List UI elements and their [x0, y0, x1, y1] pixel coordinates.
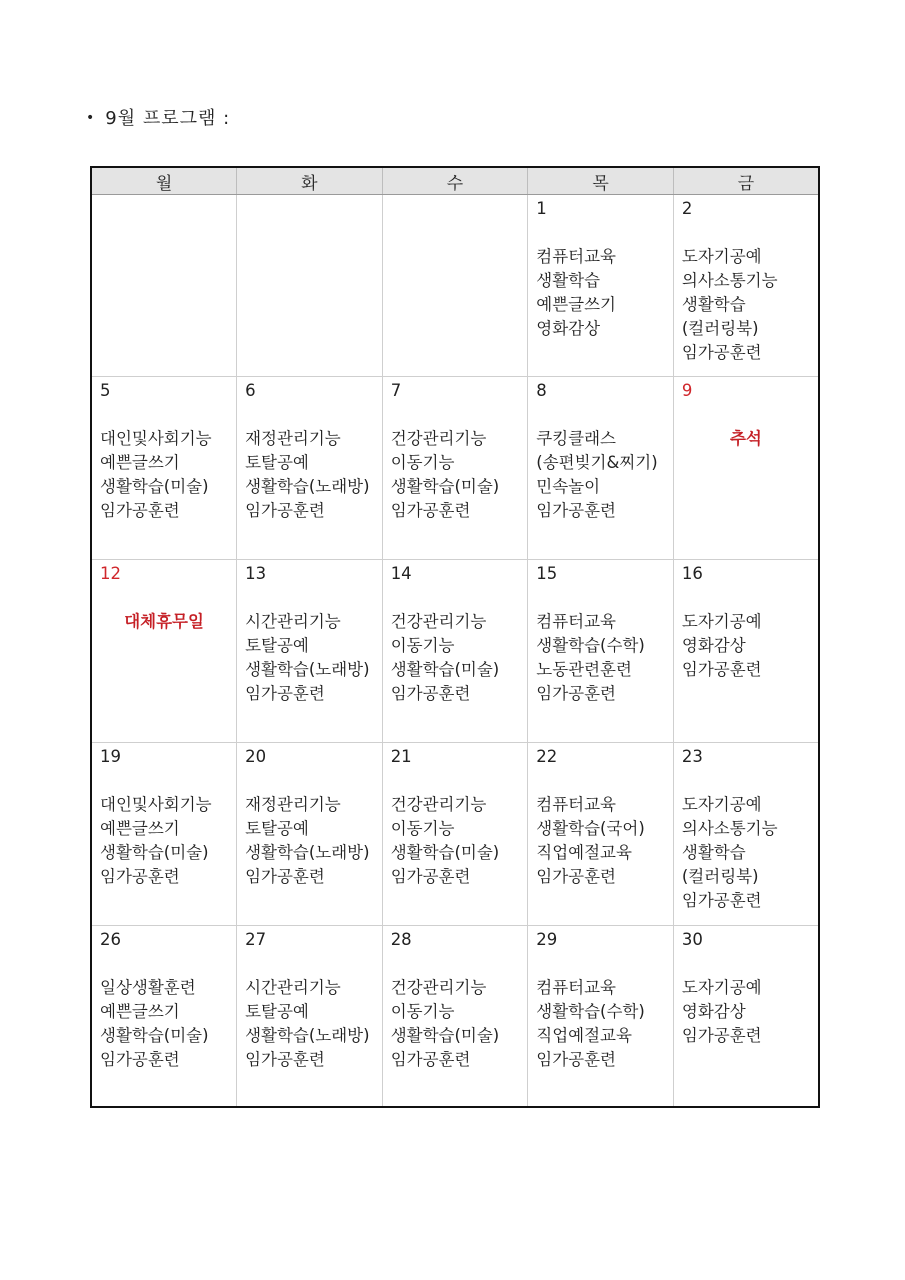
- day-cell-content: [674, 195, 818, 365]
- activity-item: 영화감상: [681, 636, 746, 655]
- activity-item: 생활학습(미술): [390, 1026, 500, 1045]
- activity-item: 생활학습(노래방): [245, 1026, 370, 1045]
- day-number: 14: [390, 564, 412, 583]
- weekday-header-row: [91, 167, 819, 195]
- activity-item: 생활학습(수학): [536, 636, 645, 655]
- activity-item: 의사소통기능: [681, 271, 778, 290]
- activity-item: 임가공훈련: [390, 684, 471, 703]
- day-number: 12: [100, 564, 121, 583]
- monthly-schedule-table: [90, 166, 820, 1108]
- holiday-label: 대체휴무일: [124, 612, 204, 631]
- day-cell-content: [237, 195, 382, 221]
- activity-item: 생활학습(노래방): [245, 843, 370, 862]
- activity-item: 건강관리기능: [390, 429, 487, 448]
- activity-item: 생활학습(노래방): [245, 660, 370, 679]
- activity-item: 도자기공예: [681, 795, 762, 814]
- activity-item: 생활학습(미술): [100, 843, 209, 862]
- day-cell-content: [674, 926, 818, 1048]
- day-cell: [237, 926, 383, 1108]
- day-number: 9: [681, 381, 693, 400]
- day-number: 20: [245, 747, 267, 766]
- day-number: 1: [536, 199, 547, 218]
- day-cell: [382, 377, 528, 560]
- day-cell: [673, 743, 819, 926]
- activity-item: 민속놀이: [536, 477, 601, 496]
- day-cell-content: [383, 560, 528, 706]
- activity-item: 쿠킹클래스: [536, 429, 616, 448]
- day-cell: [673, 195, 819, 377]
- activity-item: 재정관리기능: [245, 795, 341, 814]
- activity-list: [682, 610, 818, 682]
- activity-item: 도자기공예: [681, 247, 762, 266]
- week-row: [91, 560, 819, 743]
- activity-item: 이동기능: [390, 1002, 455, 1021]
- activity-list: [391, 610, 528, 706]
- activity-item: 예쁜글쓰기: [100, 1002, 180, 1021]
- day-cell-content: [674, 743, 818, 913]
- activity-list: [536, 793, 673, 889]
- activity-list: [391, 976, 528, 1072]
- activity-list: [682, 245, 818, 365]
- activity-item: 도자기공예: [681, 612, 762, 631]
- activity-item: 생활학습: [681, 295, 746, 314]
- activity-item: 임가공훈련: [681, 891, 762, 910]
- activity-item: 도자기공예: [681, 978, 762, 997]
- day-cell-content: [383, 195, 528, 221]
- activity-item: 재정관리기능: [245, 429, 341, 448]
- page-title: [86, 104, 230, 130]
- activity-item: 토탈공예: [245, 819, 309, 838]
- activity-item: 컴퓨터교육: [536, 978, 616, 997]
- page-title-text: 9월 프로그램 :: [105, 108, 231, 129]
- day-number: 29: [536, 930, 558, 949]
- activity-list: [245, 610, 382, 706]
- weekday-header: 금: [673, 167, 819, 195]
- weekday-header: 수: [382, 167, 528, 195]
- activity-item: 일상생활훈련: [100, 978, 196, 997]
- activity-item: 임가공훈련: [245, 501, 325, 520]
- activity-item: 토탈공예: [245, 1002, 309, 1021]
- day-cell-content: [92, 926, 236, 1072]
- day-cell-content: [92, 560, 236, 634]
- day-cell: [237, 377, 383, 560]
- activity-item: 생활학습(미술): [390, 477, 500, 496]
- weekday-header: 월: [91, 167, 237, 195]
- activity-list: [391, 793, 528, 889]
- day-cell: [91, 195, 237, 377]
- day-number: 30: [681, 930, 703, 949]
- activity-list: [245, 976, 382, 1072]
- day-number: [245, 197, 382, 221]
- activity-item: 임가공훈련: [390, 501, 471, 520]
- weekday-header: 화: [237, 167, 383, 195]
- day-cell: [237, 560, 383, 743]
- activity-item: (컬러링북): [681, 319, 759, 338]
- day-number: 13: [245, 564, 267, 583]
- day-number: 19: [100, 747, 121, 766]
- activity-list: [391, 427, 528, 523]
- activity-item: 시간관리기능: [245, 978, 341, 997]
- activity-list: [682, 793, 818, 913]
- activity-item: 임가공훈련: [681, 343, 762, 362]
- activity-item: 컴퓨터교육: [536, 612, 616, 631]
- day-cell: [382, 560, 528, 743]
- day-cell: [673, 926, 819, 1108]
- day-cell: [528, 926, 674, 1108]
- day-cell: [673, 377, 819, 560]
- activity-item: 임가공훈련: [536, 501, 616, 520]
- activity-item: 직업예절교육: [536, 843, 632, 862]
- activity-item: 임가공훈련: [245, 1050, 325, 1069]
- activity-list: [100, 427, 236, 523]
- activity-item: 건강관리기능: [390, 795, 487, 814]
- activity-item: 생활학습(미술): [100, 477, 209, 496]
- weekday-header: 목: [528, 167, 674, 195]
- activity-item: 임가공훈련: [100, 867, 180, 886]
- activity-item: 생활학습(미술): [100, 1026, 209, 1045]
- activity-item: 컴퓨터교육: [536, 795, 616, 814]
- activity-item: 이동기능: [390, 636, 455, 655]
- day-cell-content: [528, 926, 673, 1072]
- day-cell: [382, 926, 528, 1108]
- activity-item: 생활학습(노래방): [245, 477, 370, 496]
- day-cell-content: [383, 926, 528, 1072]
- day-cell: [237, 195, 383, 377]
- day-number: 28: [390, 930, 412, 949]
- activity-item: 영화감상: [536, 319, 601, 338]
- day-cell-content: [237, 926, 382, 1072]
- day-number: 22: [536, 747, 558, 766]
- day-number: 5: [100, 381, 111, 400]
- holiday-label: 추석: [729, 429, 762, 448]
- day-cell-content: [92, 377, 236, 523]
- activity-item: 시간관리기능: [245, 612, 341, 631]
- day-cell-content: [528, 377, 673, 523]
- activity-item: (컬러링북): [681, 867, 759, 886]
- activity-item: 건강관리기능: [390, 978, 487, 997]
- activity-item: 예쁜글쓰기: [100, 453, 180, 472]
- day-cell: [382, 195, 528, 377]
- day-cell: [528, 560, 674, 743]
- activity-item: 대인및사회기능: [100, 795, 212, 814]
- day-cell-content: [383, 743, 528, 889]
- activity-item: 이동기능: [390, 819, 455, 838]
- day-cell: [91, 560, 237, 743]
- activity-list: [682, 976, 818, 1048]
- activity-item: 임가공훈련: [100, 1050, 180, 1069]
- day-cell-content: [674, 377, 818, 451]
- day-cell-content: [92, 743, 236, 889]
- day-cell-content: [237, 743, 382, 889]
- week-row: [91, 743, 819, 926]
- activity-item: 토탈공예: [245, 453, 309, 472]
- day-cell-content: [237, 377, 382, 523]
- day-cell-content: [528, 195, 673, 341]
- activity-list: [100, 976, 236, 1072]
- day-number: 21: [390, 747, 412, 766]
- bullet-icon: •: [86, 110, 96, 126]
- day-cell-content: [237, 560, 382, 706]
- day-cell-content: [528, 560, 673, 706]
- day-cell: [382, 743, 528, 926]
- activity-item: 임가공훈련: [536, 1050, 616, 1069]
- activity-item: 임가공훈련: [245, 867, 325, 886]
- day-cell-content: [383, 377, 528, 523]
- day-cell: [528, 195, 674, 377]
- activity-item: 임가공훈련: [681, 1026, 762, 1045]
- day-number: 15: [536, 564, 558, 583]
- activity-list: [536, 976, 673, 1072]
- activity-item: 생활학습(수학): [536, 1002, 645, 1021]
- day-cell: [237, 743, 383, 926]
- activity-list: [100, 793, 236, 889]
- day-cell: [528, 377, 674, 560]
- activity-item: 임가공훈련: [390, 1050, 471, 1069]
- day-cell-content: [674, 560, 818, 682]
- activity-item: 생활학습(국어): [536, 819, 645, 838]
- activity-item: 의사소통기능: [681, 819, 778, 838]
- activity-item: 임가공훈련: [536, 684, 616, 703]
- day-number: 8: [536, 381, 547, 400]
- activity-item: 영화감상: [681, 1002, 746, 1021]
- week-row: [91, 195, 819, 377]
- day-cell-content: [528, 743, 673, 889]
- activity-item: 직업예절교육: [536, 1026, 632, 1045]
- day-number: 23: [681, 747, 703, 766]
- activity-item: 임가공훈련: [100, 501, 180, 520]
- activity-list: [245, 427, 382, 523]
- day-number: 16: [681, 564, 703, 583]
- activity-item: 대인및사회기능: [100, 429, 212, 448]
- activity-item: 건강관리기능: [390, 612, 487, 631]
- day-cell-content: [92, 195, 236, 221]
- activity-item: 컴퓨터교육: [536, 247, 616, 266]
- activity-list: [536, 610, 673, 706]
- activity-item: 예쁜글쓰기: [100, 819, 180, 838]
- day-cell: [91, 377, 237, 560]
- day-cell: [673, 560, 819, 743]
- activity-item: 임가공훈련: [536, 867, 616, 886]
- activity-item: 임가공훈련: [681, 660, 762, 679]
- day-number: [100, 197, 236, 221]
- day-number: 7: [390, 381, 402, 400]
- activity-item: 노동관련훈련: [536, 660, 632, 679]
- activity-item: 이동기능: [390, 453, 455, 472]
- week-row: [91, 926, 819, 1108]
- day-cell: [91, 743, 237, 926]
- activity-item: 토탈공예: [245, 636, 309, 655]
- day-number: [391, 197, 528, 221]
- activity-list: [245, 793, 382, 889]
- activity-item: 생활학습: [681, 843, 746, 862]
- activity-item: 임가공훈련: [390, 867, 471, 886]
- day-number: 6: [245, 381, 256, 400]
- week-row: [91, 377, 819, 560]
- activity-item: 생활학습: [536, 271, 601, 290]
- activity-item: 생활학습(미술): [390, 660, 500, 679]
- activity-list: [536, 427, 673, 523]
- activity-item: 예쁜글쓰기: [536, 295, 616, 314]
- day-number: 26: [100, 930, 121, 949]
- activity-list: [536, 245, 673, 341]
- activity-item: 임가공훈련: [245, 684, 325, 703]
- activity-item: 생활학습(미술): [390, 843, 500, 862]
- day-cell: [91, 926, 237, 1108]
- day-number: 27: [245, 930, 267, 949]
- activity-item: (송편빚기&찌기): [536, 453, 658, 472]
- day-cell: [528, 743, 674, 926]
- day-number: 2: [681, 199, 693, 218]
